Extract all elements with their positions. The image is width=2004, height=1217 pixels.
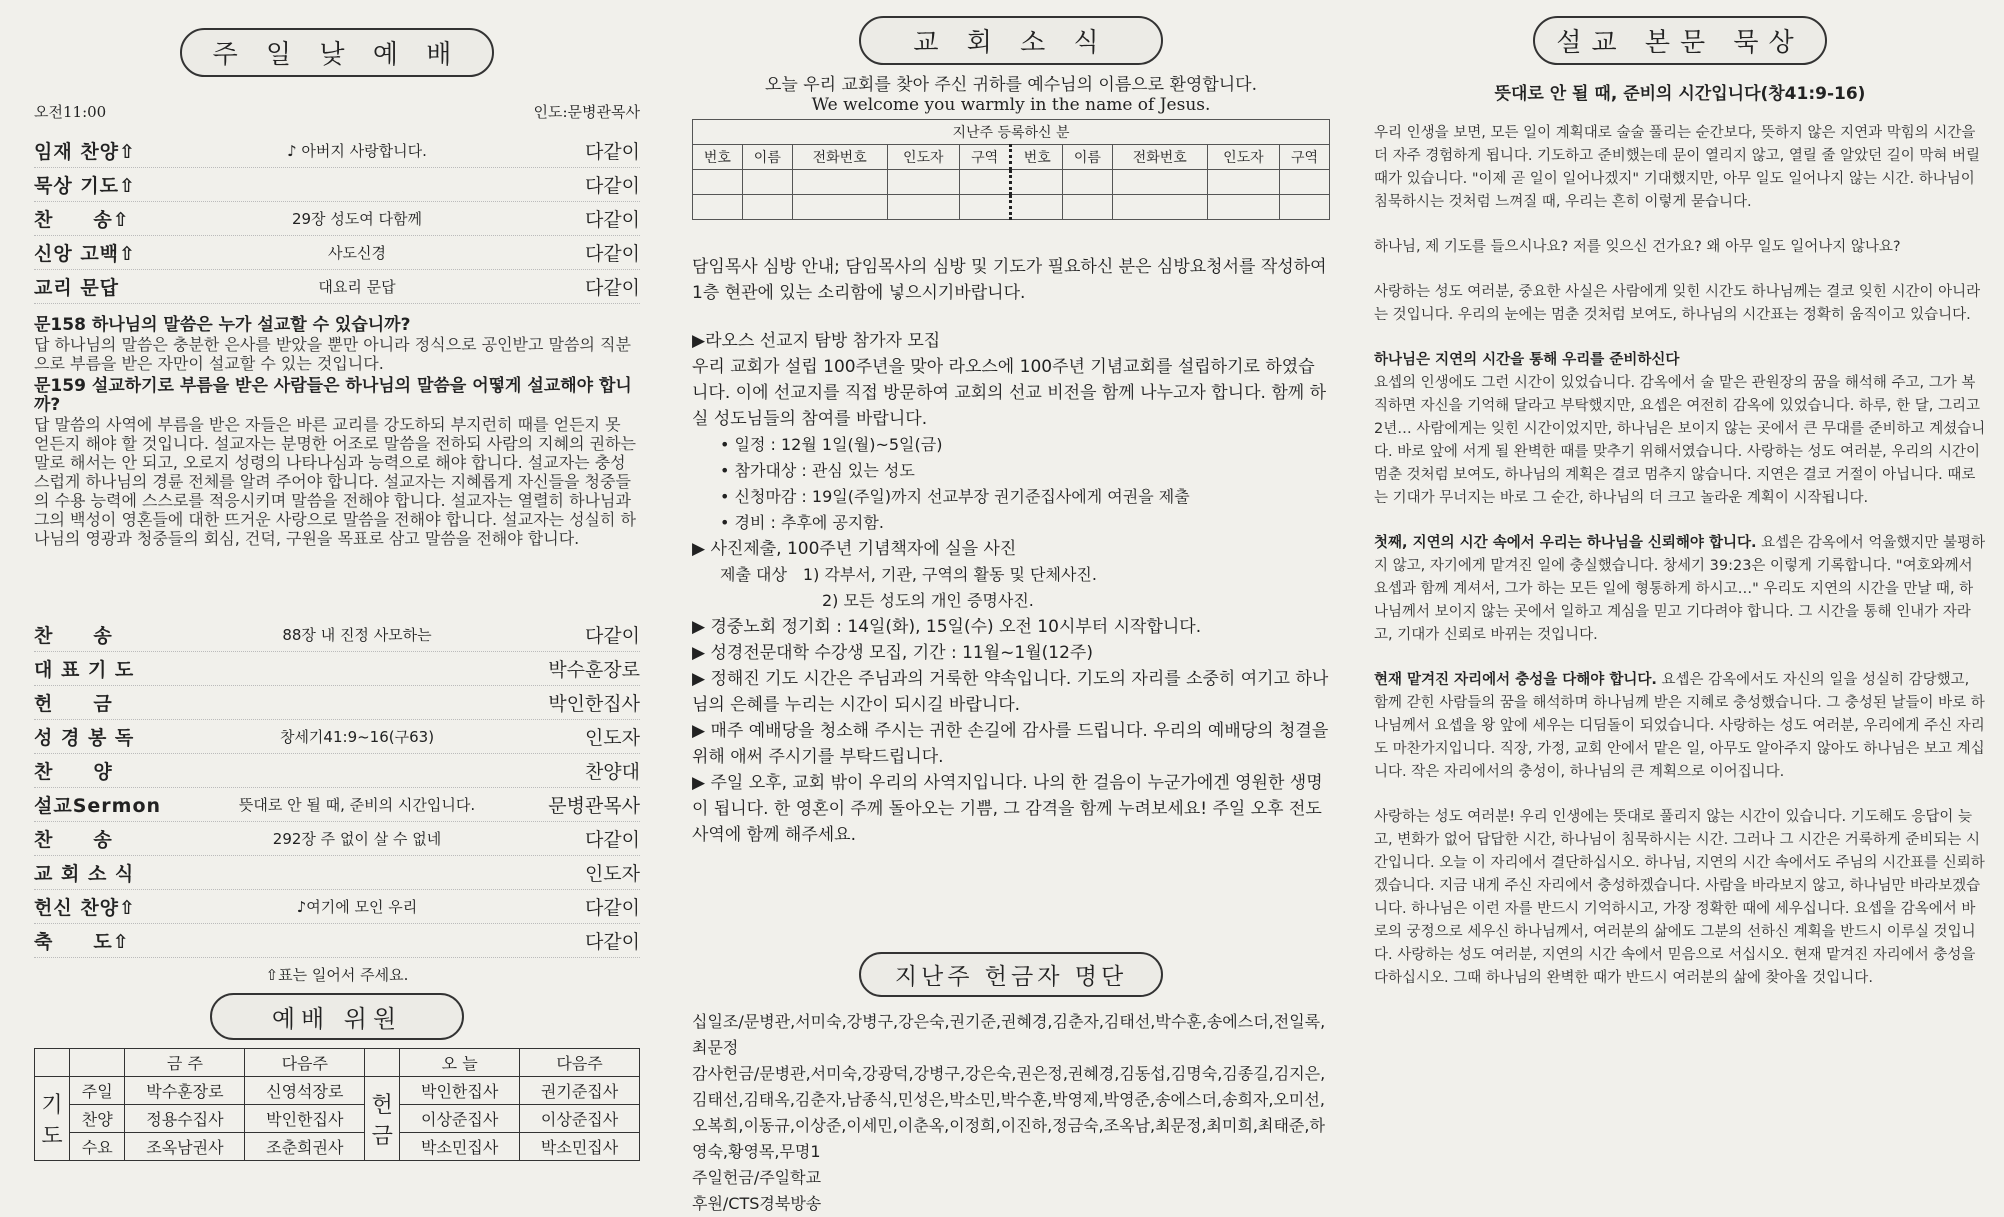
news-title: 교 회 소 식 bbox=[859, 16, 1163, 65]
sermon-text: 요셉은 감옥에서 억울했지만 불평하지 않고, 자기에게 맡겨진 일에 충실했습니다. 창세기 39:23은 이렇게 기록합니다. "여호와께서 요셉과 함께 계셔서, 그가 하는 모든 일에 형통하게 하시고…" 우리도 지연의 시간을 만날 때, 하나님께서 보이지 않는 곳에서 일하고 계심을 믿고 기다려야 합니다. 그 시간을 통해 인내가 자라고, 기대가 신뢰로 바뀌는 것입니다. bbox=[1374, 535, 1986, 643]
order-item bbox=[34, 270, 640, 304]
duty-label-prayer: 기도 bbox=[35, 1077, 70, 1161]
duty-cell: 이상준집사 bbox=[520, 1105, 640, 1133]
duty-cell: 박인한집사 bbox=[245, 1105, 365, 1133]
reg-header: 번호 bbox=[693, 145, 743, 170]
news-item: ▶ 주일 오후, 교회 밖이 우리의 사역지입니다. 나의 한 걸음이 누군가에겐 영원한 생명이 됩니다. 한 영혼이 주께 돌아오는 기쁨, 그 감격을 함께 누려보세요! 주일 오후 전도 사역에 함께 해주세요. bbox=[692, 773, 1323, 845]
laos-item: • 신청마감 : 19일(주일)까지 선교부장 권기준집사에게 여권을 제출 bbox=[720, 487, 1190, 506]
sermon-title: 뜻대로 안 될 때, 준비의 시간입니다(창41:9-16) bbox=[1494, 84, 1866, 104]
order-detail: 뜻대로 안 될 때, 준비의 시간입니다. bbox=[238, 796, 476, 814]
order-label: 헌신 찬양⇧ bbox=[34, 897, 136, 919]
reg-header: 구역 bbox=[1280, 145, 1330, 170]
laos-item: • 참가대상 : 관심 있는 성도 bbox=[720, 461, 915, 480]
order-item bbox=[34, 134, 640, 168]
sermon-paragraph: 사랑하는 성도 여러분, 중요한 사실은 사람에게 잊힌 시간도 하나님께는 결코 잊힌 시간이 아니라는 것입니다. 우리의 눈에는 멈춘 것처럼 보여도, 하나님의 시간표는 정확히 움직이고 있습니다. bbox=[1374, 284, 1981, 323]
order-detail: 29장 성도여 다함께 bbox=[291, 210, 423, 228]
duty-cell: 조옥남권사 bbox=[125, 1133, 245, 1161]
photo-notice-heading: ▶ 사진제출, 100주년 기념책자에 실을 사진 bbox=[692, 539, 1017, 559]
laos-body: 우리 교회가 설립 100주년을 맞아 라오스에 100주년 기념교회를 설립하기로 하였습니다. 이에 선교지를 직접 방문하여 교회의 선교 비전을 함께 나누고자 합니다. 함께 하실 성도님들의 참여를 바랍니다. bbox=[692, 357, 1327, 429]
order-item bbox=[34, 168, 640, 202]
order-item bbox=[34, 856, 640, 890]
sermon-section bbox=[1374, 669, 1986, 784]
order-item bbox=[34, 822, 640, 856]
order-label: 찬 송 bbox=[34, 625, 113, 647]
catechism-answer: 답 말씀의 사역에 부름을 받은 자들은 바른 교리를 강도하되 부지런히 때를 얻든지 못 얻든지 해야 할 것입니다. 설교자는 분명한 어조로 말씀을 전하되 사람의 지혜의 권하는 말로 해서는 안 되고, 오로지 성령의 나타나심과 능력으로 해야 합니다. 설교자는 충성스럽게 하나님의 경륜 전체를 알려 주어야 합니다. 설교자는 지혜롭게 자신들을 청중들의 수용 능력에 스스로를 적응시키며 말씀을 전해야 합니다. 설교자는 열렬히 하나님과 그의 백성이 영혼들에 대한 뜨거운 사랑으로 말씀을 전해야 합니다. 설교자는 성실히 하나님의 영광과 청중들의 회심, 건덕, 구원을 목표로 삼고 말씀을 전해야 합니다. bbox=[34, 415, 636, 548]
sermon-paragraph: 우리 인생을 보면, 모든 일이 계획대로 술술 풀리는 순간보다, 뜻하지 않은 지연과 막힘의 시간을 더 자주 경험하게 됩니다. 기도하고 준비했는데 문이 열리지 않고, 열릴 줄 알았던 길이 막혀 버릴 때가 있습니다. "이제 곧 일이 일어나겠지" 기대했지만, 아무 일도 일어나지 않는 시간. 하나님이 침묵하시는 것처럼 느껴질 때, 우리는 흔히 이렇게 묻습니다. bbox=[1374, 125, 1981, 210]
order-person: 다같이 bbox=[584, 625, 640, 647]
news-item: ▶ 정해진 기도 시간은 주님과의 거룩한 약속입니다. 기도의 자리를 소중히 여기고 하나님의 은혜를 누리는 시간이 되시길 바랍니다. bbox=[692, 669, 1329, 715]
reg-header: 구역 bbox=[959, 145, 1011, 170]
order-label: 설교Sermon bbox=[34, 795, 162, 817]
registration-table bbox=[692, 119, 1330, 220]
catechism bbox=[34, 316, 640, 548]
duty-cell: 이상준집사 bbox=[400, 1105, 520, 1133]
sermon-paragraph: 사랑하는 성도 여러분! 우리 인생에는 뜻대로 풀리지 않는 시간이 있습니다. 기도해도 응답이 늦고, 변화가 없어 답답한 시간, 하나님이 침묵하시는 시간. 그러나 그 시간은 거룩하게 준비되는 시간입니다. 오늘 이 자리에서 결단하십시오. 하나님, 지연의 시간 속에서도 주님의 시간표를 신뢰하겠습니다. 지금 내게 주신 자리에서 충성하겠습니다. 사람을 바라보지 않고, 하나님만 바라보겠습니다. 하나님은 이런 자를 반드시 기억하시고, 가장 정확한 때에 세우십니다. 요셉을 감옥에서 바로의 궁정으로 세우신 하나님께서, 여러분의 삶에도 그분의 선하신 계획을 반드시 이루실 것입니다. 사랑하는 성도 여러분, 지연의 시간 속에서 믿음으로 서십시오. 현재 맡겨진 자리에서 충성을 다하십시오. 그때 하나님의 완벽한 때가 반드시 여러분의 삶에 찾아올 것입니다. bbox=[1374, 809, 1985, 986]
duty-cell: 신영석장로 bbox=[245, 1077, 365, 1105]
service-leader: 인도:문병관목사 bbox=[533, 103, 640, 121]
laos-heading: ▶라오스 선교지 탐방 참가자 모집 bbox=[692, 331, 941, 351]
welcome-english: We welcome you warmly in the name of Jesus. bbox=[811, 95, 1211, 115]
visit-notice: 담임목사 심방 안내; 담임목사의 심방 및 기도가 필요하신 분은 심방요청서를 작성하여 1층 현관에 있는 소리함에 넣으시기바랍니다. bbox=[692, 257, 1327, 303]
duty-service: 찬양 bbox=[70, 1105, 125, 1133]
order-detail: 292장 주 없이 살 수 없네 bbox=[272, 830, 442, 848]
order-label: 대 표 기 도 bbox=[34, 659, 135, 681]
offering-line: 주일헌금/주일학교 bbox=[692, 1168, 822, 1187]
sermon-body bbox=[1374, 122, 1986, 990]
laos-item: • 일정 : 12월 1일(월)~5일(금) bbox=[720, 435, 943, 454]
order-label: 찬 양 bbox=[34, 761, 113, 783]
order-item bbox=[34, 924, 640, 958]
meditation-title: 설교 본문 묵상 bbox=[1533, 16, 1827, 65]
order-person: 인도자 bbox=[584, 727, 640, 749]
order-person: 다같이 bbox=[584, 141, 640, 163]
service-meta bbox=[34, 101, 640, 122]
order-item bbox=[34, 788, 640, 822]
church-news-column bbox=[680, 0, 1340, 1213]
order-item bbox=[34, 686, 640, 720]
photo-notice-2: 2) 모든 성도의 개인 증명사진. bbox=[822, 591, 1034, 610]
sermon-meditation-column bbox=[1360, 0, 2004, 1204]
order-person: 다같이 bbox=[584, 209, 640, 231]
reg-empty-row bbox=[693, 170, 1330, 195]
order-detail: 사도신경 bbox=[328, 244, 386, 262]
laos-notice bbox=[692, 328, 1330, 432]
sermon-heading: 현재 맡겨진 자리에서 충성을 다해야 합니다. bbox=[1374, 672, 1657, 688]
sermon-paragraph: 하나님, 제 기도를 들으시나요? 저를 잊으신 건가요? 왜 아무 일도 일어나지 않나요? bbox=[1374, 239, 1901, 255]
order-label: 교리 문답 bbox=[34, 277, 120, 299]
laos-items bbox=[692, 432, 1330, 536]
order-list-2 bbox=[34, 618, 640, 958]
registration-title: 지난주 등록하신 분 bbox=[693, 120, 1330, 145]
news-item: ▶ 매주 예배당을 청소해 주시는 귀한 손길에 감사를 드립니다. 우리의 예배당의 청결을 위해 애써 주시기를 부탁드립니다. bbox=[692, 721, 1329, 767]
reg-empty-row bbox=[693, 195, 1330, 220]
duty-cell: 권기준집사 bbox=[520, 1077, 640, 1105]
photo-notice-1: 제출 대상 1) 각부서, 기관, 구역의 활동 및 단체사진. bbox=[720, 565, 1097, 584]
duty-cell: 박소민집사 bbox=[520, 1133, 640, 1161]
order-detail: 창세기41:9~16(구63) bbox=[279, 728, 435, 746]
order-person: 문병관목사 bbox=[548, 795, 640, 817]
reg-header: 인도자 bbox=[1207, 145, 1279, 170]
order-person: 다같이 bbox=[584, 829, 640, 851]
order-label: 헌 금 bbox=[34, 693, 113, 715]
order-label: 묵상 기도⇧ bbox=[34, 175, 136, 197]
duty-cell: 박수훈장로 bbox=[125, 1077, 245, 1105]
order-item bbox=[34, 890, 640, 924]
order-person: 다같이 bbox=[584, 175, 640, 197]
offering-title: 지난주 헌금자 명단 bbox=[859, 952, 1163, 997]
order-label: 찬 송 bbox=[34, 829, 113, 851]
order-label: 찬 송⇧ bbox=[34, 209, 130, 231]
order-label: 임재 찬양⇧ bbox=[34, 141, 136, 163]
order-detail: 88장 내 진정 사모하는 bbox=[282, 626, 432, 644]
duty-head: 다음주 bbox=[520, 1049, 640, 1077]
catechism-question: 문158 하나님의 말씀은 누가 설교할 수 있습니까? bbox=[34, 315, 411, 335]
order-person: 다같이 bbox=[584, 243, 640, 265]
offering-line: 후원/CTS경북방송 bbox=[692, 1194, 822, 1213]
news-item: ▶ 경중노회 정기회 : 14일(화), 15일(수) 오전 10시부터 시작합니다. bbox=[692, 617, 1202, 637]
order-detail: ♪ 아버지 사랑합니다. bbox=[287, 142, 427, 160]
order-person: 다같이 bbox=[584, 931, 640, 953]
order-person: 찬양대 bbox=[584, 761, 640, 783]
order-person: 박수훈장로 bbox=[548, 659, 640, 681]
order-detail: 대요리 문답 bbox=[318, 278, 396, 296]
duty-service: 수요 bbox=[70, 1133, 125, 1161]
duty-label-offering: 헌금 bbox=[365, 1077, 400, 1161]
order-item bbox=[34, 754, 640, 788]
offering-line: 감사헌금/문병관,서미숙,강광덕,강병구,강은숙,권은정,권혜경,김동섭,김명숙,김종길,김지은,김태선,김태옥,김춘자,남종식,민성은,박소민,박수훈,박영제,박영준,송에스더,송희자,오미선,오복희,이동규,이상준,이세민,이춘옥,이정희,이진하,정금숙,조옥남,최문정,최미희,최태준,하영숙,황영목,무명1 bbox=[692, 1064, 1326, 1161]
news-bullets bbox=[692, 614, 1330, 848]
order-list-1 bbox=[34, 134, 640, 304]
order-label: 축 도⇧ bbox=[34, 931, 130, 953]
order-label: 신앙 고백⇧ bbox=[34, 243, 136, 265]
duty-head: 다음주 bbox=[245, 1049, 365, 1077]
duty-cell: 박인한집사 bbox=[400, 1077, 520, 1105]
worship-title: 주 일 낮 예 배 bbox=[180, 28, 494, 77]
duty-head: 오 늘 bbox=[400, 1049, 520, 1077]
order-person: 다같이 bbox=[584, 897, 640, 919]
sermon-text: 요셉은 감옥에서도 자신의 일을 성실히 감당했고, 함께 갇힌 사람들의 꿈을 해석하며 하나님께 받은 지혜로 충성했습니다. 그 충성된 날들이 바로 하나님께서 요셉을 왕 앞에 세우는 디딤돌이 되었습니다. 사랑하는 성도 여러분, 우리에게 주신 자리도 마찬가지입니다. 직장, 가정, 교회 안에서 맡은 일, 아무도 알아주지 않아도 하나님은 보고 계십니다. 작은 자리에서의 충성이, 하나님의 큰 계획으로 이어집니다. bbox=[1374, 672, 1985, 780]
duty-cell: 조춘희권사 bbox=[245, 1133, 365, 1161]
order-item bbox=[34, 618, 640, 652]
service-time: 오전11:00 bbox=[34, 103, 107, 121]
duty-title: 예배 위원 bbox=[210, 993, 464, 1040]
order-item bbox=[34, 720, 640, 754]
stand-note: ⇧표는 일어서 주세요. bbox=[265, 966, 409, 984]
sermon-text: 요셉의 인생에도 그런 시간이 있었습니다. 감옥에서 술 맡은 관원장의 꿈을 해석해 주고, 그가 복직하면 자신을 기억해 달라고 부탁했지만, 요셉은 여전히 감옥에 있었습니다. 하루, 한 달, 그리고 2년… 사람에게는 잊힌 시간이었지만, 하나님은 보이지 않는 곳에서 큰 무대를 준비하고 계셨습니다. 바로 앞에 서게 될 완벽한 때를 맞추기 위해서였습니다. 사랑하는 성도 여러분, 우리의 시간이 멈춘 것처럼 보여도, 하나님의 계획은 결코 멈추지 않습니다. 지연은 결코 거절이 아닙니다. 때로는 기대가 무너지는 바로 그 순간, 하나님의 더 크고 놀라운 계획이 시작됩니다. bbox=[1374, 375, 1986, 506]
duty-cell: 정용수집사 bbox=[125, 1105, 245, 1133]
duty-cell: 박소민집사 bbox=[400, 1133, 520, 1161]
news-item: ▶ 성경전문대학 수강생 모집, 기간 : 11월~1월(12주) bbox=[692, 643, 1093, 663]
order-item bbox=[34, 236, 640, 270]
order-detail: ♪여기에 모인 우리 bbox=[296, 898, 418, 916]
worship-order-column bbox=[0, 0, 660, 1204]
laos-item: • 경비 : 추후에 공지함. bbox=[720, 513, 884, 532]
sermon-section bbox=[1374, 349, 1986, 510]
welcome-korean: 오늘 우리 교회를 찾아 주신 귀하를 예수님의 이름으로 환영합니다. bbox=[764, 75, 1258, 95]
duty-table bbox=[34, 1048, 640, 1161]
welcome-message bbox=[692, 75, 1330, 115]
sermon-heading: 하나님은 지연의 시간을 통해 우리를 준비하신다 bbox=[1374, 352, 1680, 368]
order-item bbox=[34, 652, 640, 686]
reg-header: 전화번호 bbox=[1112, 145, 1207, 170]
reg-header: 이름 bbox=[1063, 145, 1113, 170]
reg-header: 인도자 bbox=[887, 145, 959, 170]
offering-line: 십일조/문병관,서미숙,강병구,강은숙,권기준,권혜경,김춘자,김태선,박수훈,송에스더,전일록,최문정 bbox=[692, 1012, 1326, 1057]
duty-head: 금 주 bbox=[125, 1049, 245, 1077]
reg-header: 이름 bbox=[742, 145, 792, 170]
duty-service: 주일 bbox=[70, 1077, 125, 1105]
reg-header: 번호 bbox=[1011, 145, 1063, 170]
order-person: 다같이 bbox=[584, 277, 640, 299]
sermon-heading: 첫째, 지연의 시간 속에서 우리는 하나님을 신뢰해야 합니다. bbox=[1374, 535, 1757, 551]
order-person: 박인한집사 bbox=[548, 693, 640, 715]
catechism-answer: 답 하나님의 말씀은 충분한 은사를 받았을 뿐만 아니라 정식으로 공인받고 말씀의 직분으로 부름을 받은 자만이 설교할 수 있는 것입니다. bbox=[34, 335, 631, 373]
reg-header: 전화번호 bbox=[792, 145, 887, 170]
sermon-section bbox=[1374, 532, 1986, 647]
order-item bbox=[34, 202, 640, 236]
order-label: 교 회 소 식 bbox=[34, 863, 135, 885]
order-person: 인도자 bbox=[584, 863, 640, 885]
catechism-question: 문159 설교하기로 부름을 받은 사람들은 하나님의 말씀을 어떻게 설교해야 합니까? bbox=[34, 376, 632, 415]
offering-list bbox=[692, 1009, 1330, 1217]
order-label: 성 경 봉 독 bbox=[34, 727, 135, 749]
